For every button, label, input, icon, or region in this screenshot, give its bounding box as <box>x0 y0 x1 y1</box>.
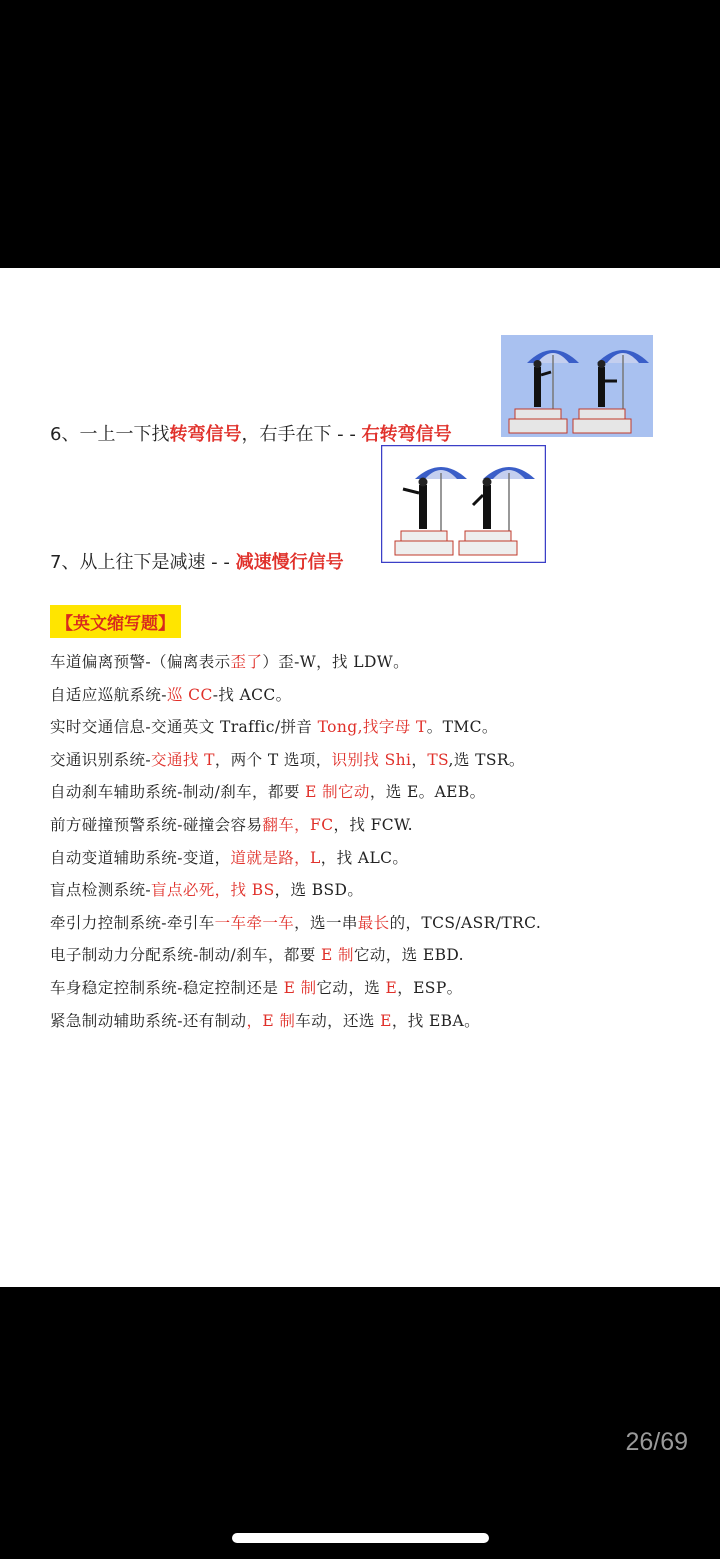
abbreviation-line: 车身稳定控制系统-稳定控制还是 E 制它动，选 E，ESP。 <box>50 979 463 997</box>
home-indicator[interactable] <box>232 1533 489 1543</box>
abbreviation-line: 实时交通信息-交通英文 Traffic/拼音 Tong,找字母 T。TMC。 <box>50 718 498 737</box>
abbreviation-line: 盲点检测系统-盲点必死，找 BS，选 BSD。 <box>50 881 364 900</box>
page-indicator: 26/69 <box>625 1428 688 1456</box>
section-tag: 【英文缩写题】 <box>50 605 181 638</box>
right-turn-signal-illustration <box>501 335 653 437</box>
abbreviation-line: 紧急制动辅助系统-还有制动，E 制车动，还选 E，找 EBA。 <box>50 1011 480 1030</box>
abbreviation-line: 自动变道辅助系统-变道，道就是路，L，找 ALC。 <box>50 848 409 867</box>
signal-item-7: 7、从上往下是减速 - - 减速慢行信号 <box>50 552 344 573</box>
abbreviation-line: 自动刹车辅助系统-制动/刹车，都要 E 制它动，选 E。AEB。 <box>50 783 486 802</box>
abbreviation-line: 交通识别系统-交通找 T，两个 T 选项，识别找 Shi，TS,选 TSR。 <box>50 750 525 769</box>
abbreviation-line: 车道偏离预警-（偏离表示歪了）歪-W，找 LDW。 <box>50 653 410 671</box>
abbreviation-line: 前方碰撞预警系统-碰撞会容易翻车，FC，找 FCW. <box>50 816 413 834</box>
abbreviation-line: 自适应巡航系统-巡 CC-找 ACC。 <box>50 685 292 704</box>
slow-down-signal-illustration <box>381 445 546 563</box>
abbreviation-line: 电子制动力分配系统-制动/刹车，都要 E 制它动，选 EBD. <box>50 946 464 965</box>
signal-item-6: 6、一上一下找转弯信号，右手在下 - - 右转弯信号 <box>50 424 452 445</box>
document-page <box>0 268 720 1287</box>
abbreviation-line: 牵引力控制系统-牵引车一车牵一车，选一串最长的，TCS/ASR/TRC. <box>50 913 542 932</box>
